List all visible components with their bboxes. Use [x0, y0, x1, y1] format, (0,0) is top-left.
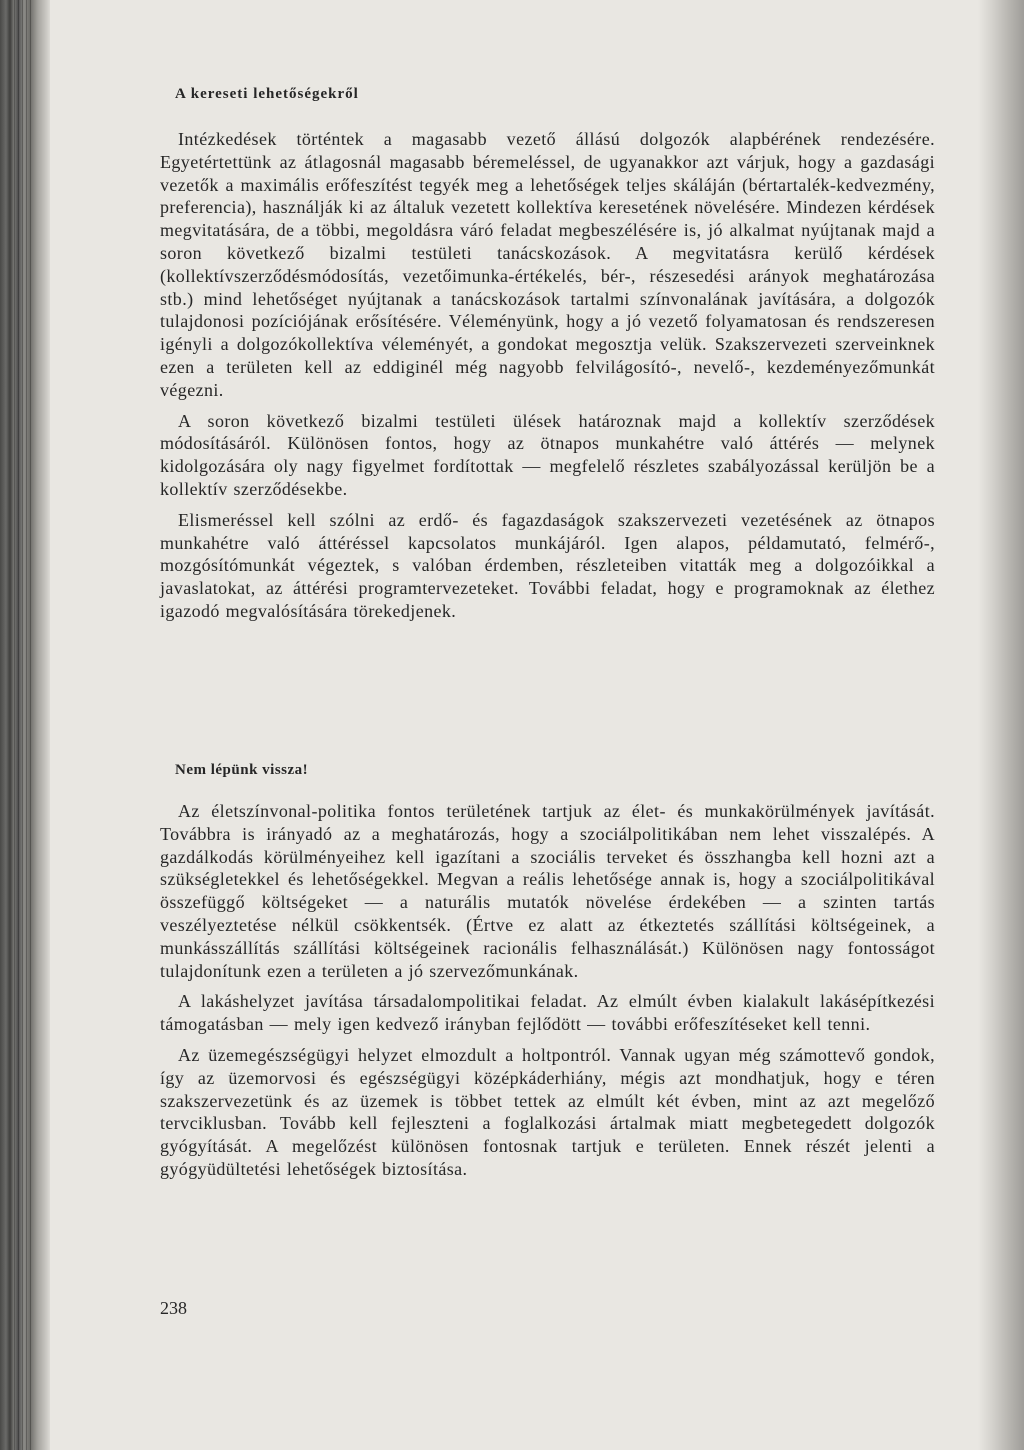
book-page [160, 0, 935, 1450]
body-paragraph: Az üzemegészségügyi helyzet elmozdult a holtpontról. Vannak ugyan még számottevő gondok, így az üzemorvosi és egészségügyi középkáderhiány, mégis azt mondhatjuk, hogy e téren szakszervezetünk és az üzemek is többet tettek az elmúlt két évben, mint az azt megelőző tervciklusban. Tovább kell fejleszteni a foglalkozási ártalmak miatt megbetegedett dolgozók gyógyítását. A megelőzést különösen fontosnak tartjuk e területen. Ennek részét jelenti a gyógyüdültetési lehetőségek biztosítása. [160, 1044, 935, 1179]
body-paragraph: Intézkedések történtek a magasabb vezető állású dolgozók alapbérének rendezésére. Egyetértettünk az átlagosnál magasabb béremeléssel, de ugyanakkor azt várjuk, hogy a gazdasági vezetők a maximális erőfeszítést tegyék meg a lehetőségek teljes skáláján (bértartalék-kedvezmény, preferencia), használják ki az általuk vezetett kollektíva keresetének növelésére. Mindezen kérdések megvitatására, de a többi, megoldásra váró feladat megbeszélésére is, jó alkalmat nyújtanak majd a soron következő bizalmi testületi tanácskozások. A megvitatásra kerülő kérdések (kollektívszerződésmódosítás, vezetőimunka-értékelés, bér-, részesedési arányok meghatározása stb.) mind lehetőséget nyújtanak a tanácskozások tartalmi színvonalának javítására, a dolgozók tulajdonosi pozíciójának erősítésére. Véleményünk, hogy a jó vezető folyamatosan és rendszeresen igényli a dolgozókollektíva véleményét, a gondokat megosztja velük. Szakszervezeti szerveinknek ezen a területen kell az eddiginél még nagyobb felvilágosító-, nevelő-, kezdeményezőmunkát végezni. [160, 129, 935, 400]
binding-texture [14, 0, 34, 1450]
page-number: 238 [160, 1298, 187, 1318]
section-no-step-back [160, 800, 935, 1189]
running-head: A kereseti lehetőségekről [175, 86, 359, 102]
book-binding [0, 0, 50, 1450]
page-edge-shadow [978, 0, 1024, 1450]
body-paragraph: Az életszínvonal-politika fontos területének tartjuk az élet- és munkakörülmények javítását. Továbbra is irányadó az a meghatározás, hogy a szociálpolitikában nem lehet visszalépés. A gazdálkodás körülményeihez kell igazítani a szociális terveket és összhangba kell hozni azt a szükségletekkel és lehetőségekkel. Megvan a reális lehetősége annak is, hogy a szociálpolitikával összefüggő költségeket — a naturális mutatók növelése érdekében — a szinten tartás veszélyeztetése nélkül csökkentsék. (Értve ez alatt az étkeztetés szállítási költségeinek, a munkásszállítás szállítási költségeinek racionális felhasználását.) Különösen nagy fontosságot tulajdonítunk ezen a területen a jó szervezőmunkának. [160, 801, 935, 981]
body-paragraph: A soron következő bizalmi testületi ülések határoznak majd a kollektív szerződések módosításáról. Különösen fontos, hogy az ötnapos munkahétre való áttérés — melynek kidolgozására oly nagy figyelmet fordítottak — megfelelő részletes szabályozással kerüljön be a kollektív szerződésekbe. [160, 410, 935, 499]
section-heading: Nem lépünk vissza! [175, 762, 309, 778]
section-earnings [160, 128, 935, 631]
body-paragraph: A lakáshelyzet javítása társadalompolitikai feladat. Az elmúlt évben kialakult lakásépítkezési támogatásban — mely igen kedvező irányban fejlődött — további erőfeszítéseket kell tenni. [160, 991, 935, 1035]
body-paragraph: Elismeréssel kell szólni az erdő- és fagazdaságok szakszervezeti vezetésének az ötnapos munkahétre való áttéréssel kapcsolatos munkájáról. Igen alapos, példamutató, felmérő-, mozgósítómunkát végeztek, s valóban érdemben, részleteiben vitatták meg a dolgozóikkal a javaslatokat, az áttérési programtervezeteket. További feladat, hogy e programoknak az élethez igazodó megvalósítására törekedjenek. [160, 509, 935, 621]
